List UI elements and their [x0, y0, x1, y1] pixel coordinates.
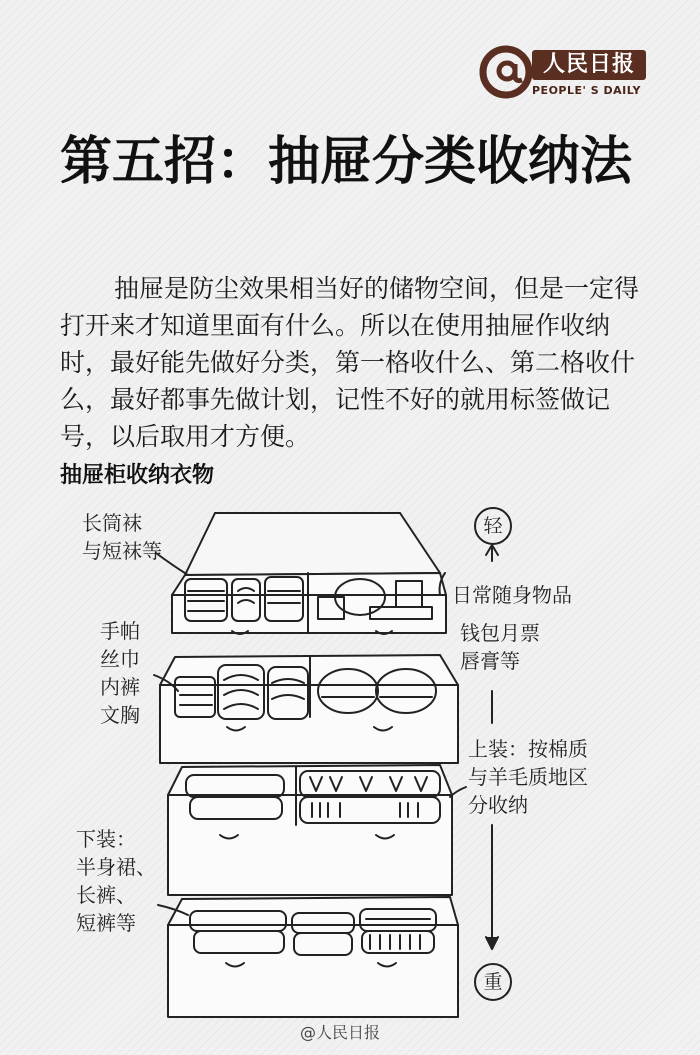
drawer-illustration — [0, 495, 700, 1025]
label-line: 长裤、 — [76, 883, 136, 907]
body-paragraph: 抽屉是防尘效果相当好的储物空间，但是一定得打开来才知道里面有什么。所以在使用抽屉作收纳时，最好能先做好分类，第一格收什么、第二格收什么，最好都事先做计划，记性不好的就用标签做记号，以后取用才方便。 — [60, 274, 640, 451]
label-line: 内裤 — [100, 675, 140, 699]
label-line: 下装： — [76, 827, 136, 851]
watermark: @人民日报 — [300, 1023, 381, 1042]
label-line: 钱包月票 — [460, 621, 540, 645]
label-line: 文胸 — [100, 703, 140, 727]
label-daily-items: 日常随身物品 — [452, 583, 572, 607]
peoples-daily-logo — [478, 40, 668, 110]
label-line: 与羊毛质地区 — [468, 765, 588, 789]
at-sign-icon — [478, 44, 534, 100]
label-line: 上装：按棉质 — [468, 737, 588, 761]
logo-name: 人民日报 — [532, 50, 646, 80]
light-marker: 轻 — [474, 507, 512, 545]
label-line: 长筒袜 — [82, 511, 142, 535]
label-daily-examples — [460, 619, 540, 675]
heavy-marker: 重 — [474, 963, 512, 1001]
label-bottoms — [76, 825, 156, 937]
label-line: 与短袜等 — [82, 539, 162, 563]
logo-subtitle: PEOPLE' S DAILY — [532, 84, 641, 97]
label-line: 唇膏等 — [460, 649, 520, 673]
label-small-items — [100, 617, 140, 729]
page-title: 第五招：抽屉分类收纳法 — [60, 132, 633, 192]
label-line: 丝巾 — [100, 647, 140, 671]
label-line: 短裤等 — [76, 911, 136, 935]
label-line: 手帕 — [100, 619, 140, 643]
label-line: 半身裙、 — [76, 855, 156, 879]
label-socks — [82, 509, 162, 565]
drawer-cabinet-drawing — [0, 495, 700, 1025]
label-line: 分收纳 — [468, 793, 528, 817]
label-tops — [468, 735, 588, 819]
section-subtitle: 抽屉柜收纳衣物 — [60, 463, 215, 488]
